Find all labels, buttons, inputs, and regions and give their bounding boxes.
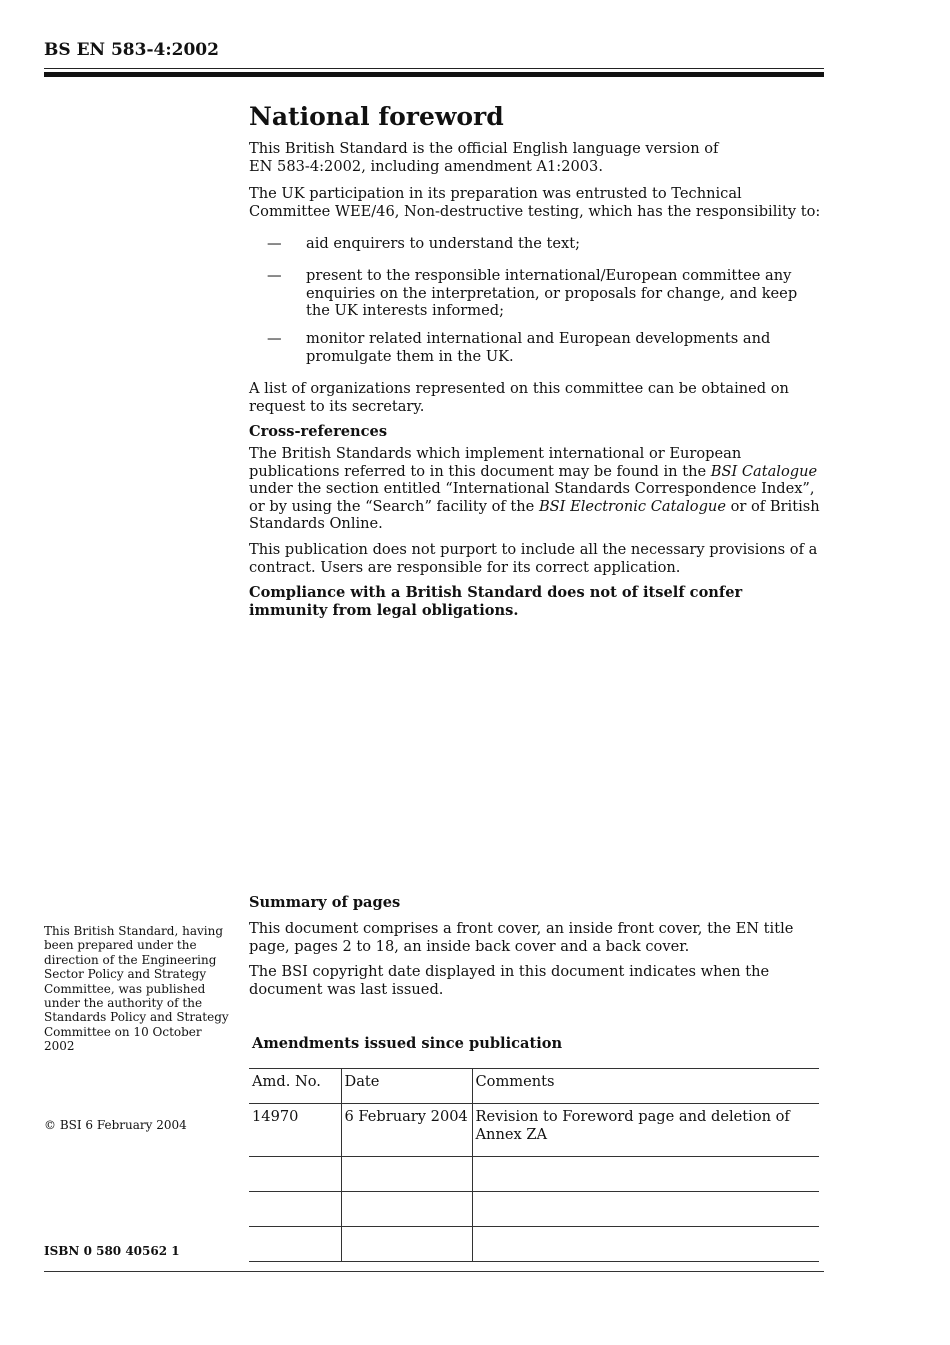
compliance-statement: Compliance with a British Standard does not of itself confer immunity from legal obligations. [249, 584, 743, 619]
list-item-text: aid enquirers to understand the text; [306, 235, 581, 252]
committee-list-paragraph: A list of organizations represented on this committee can be obtained on request to its secretary. [249, 380, 789, 415]
header-rule-thick [44, 72, 824, 77]
header-rule-thin [44, 68, 824, 69]
approval-statement: This British Standard, having been prepared under the direction of the Engineering Sector Policy and Strategy Committee, was published under the authority of the Standards Policy and Strategy Committee on 10 October 2002 [44, 924, 229, 1054]
responsibility-list [249, 235, 824, 375]
crossref-paragraph [249, 445, 824, 533]
table-header-row [249, 1069, 819, 1104]
crossref-text-3: or of British Standards Online. [249, 497, 820, 532]
provisions-paragraph: This publication does not purport to include all the necessary provisions of a contract. Users are responsible for its correct application. [249, 541, 818, 576]
comments-cell: Revision to Foreword page and deletion of Annex ZA [472, 1104, 819, 1157]
list-item-text: monitor related international and European developments and promulgate them in the UK. [306, 330, 771, 365]
footer-rule [44, 1271, 824, 1272]
table-row [249, 1227, 819, 1262]
date-cell: 6 February 2004 [341, 1104, 472, 1157]
participation-paragraph: The UK participation in its preparation was entrusted to Technical Committee WEE/46, Non-destructive testing, which has the responsibility to: [249, 185, 821, 220]
table-row [249, 1192, 819, 1227]
bsi-electronic-catalogue-title: BSI Electronic Catalogue [538, 497, 726, 515]
bsi-catalogue-title: BSI Catalogue [710, 462, 818, 480]
amd-number-cell [249, 1192, 341, 1227]
list-item-text: present to the responsible international/European committee any enquiries on the interpretation, or proposals for change, and keep the UK interests informed; [306, 267, 798, 319]
isbn-number: ISBN 0 580 40562 1 [44, 1244, 180, 1258]
copyright-notice: © BSI 6 February 2004 [44, 1118, 187, 1132]
list-dash: — [267, 235, 282, 252]
column-header: Date [341, 1069, 472, 1104]
comments-cell [472, 1192, 819, 1227]
amd-number-cell: 14970 [249, 1104, 341, 1157]
page-title: National foreword [249, 102, 504, 131]
summary-heading: Summary of pages [249, 894, 401, 911]
summary-paragraph: This document comprises a front cover, an inside front cover, the EN title page, pages 2 to 18, an inside back cover and a back cover. [249, 920, 794, 955]
crossref-text-2: under the section entitled “International Standards Correspondence Index”, or by using the “Search” facility of the [249, 480, 815, 515]
comments-cell [472, 1157, 819, 1192]
intro-paragraph [249, 140, 824, 175]
document-code: BS EN 583-4:2002 [44, 40, 219, 60]
amd-number-cell [249, 1157, 341, 1192]
intro-line-1: This British Standard is the official English language version of [249, 140, 719, 157]
comments-cell [472, 1227, 819, 1262]
crossref-text-1: The British Standards which implement international or European publications referred to in this document may be found in the [249, 445, 742, 480]
table-row [249, 1157, 819, 1192]
date-cell [341, 1157, 472, 1192]
date-cell [341, 1192, 472, 1227]
amendments-table [249, 1068, 819, 1262]
amendments-heading: Amendments issued since publication [252, 1035, 563, 1052]
column-header: Comments [472, 1069, 819, 1104]
crossref-heading: Cross-references [249, 423, 388, 440]
intro-line-2: EN 583-4:2002, including amendment A1:2003. [249, 157, 603, 175]
list-dash: — [267, 330, 282, 347]
list-dash: — [267, 267, 282, 284]
copyright-date-paragraph: The BSI copyright date displayed in this document indicates when the document was last issued. [249, 963, 770, 998]
column-header: Amd. No. [249, 1069, 341, 1104]
table-row [249, 1104, 819, 1157]
amd-number-cell [249, 1227, 341, 1262]
date-cell [341, 1227, 472, 1262]
